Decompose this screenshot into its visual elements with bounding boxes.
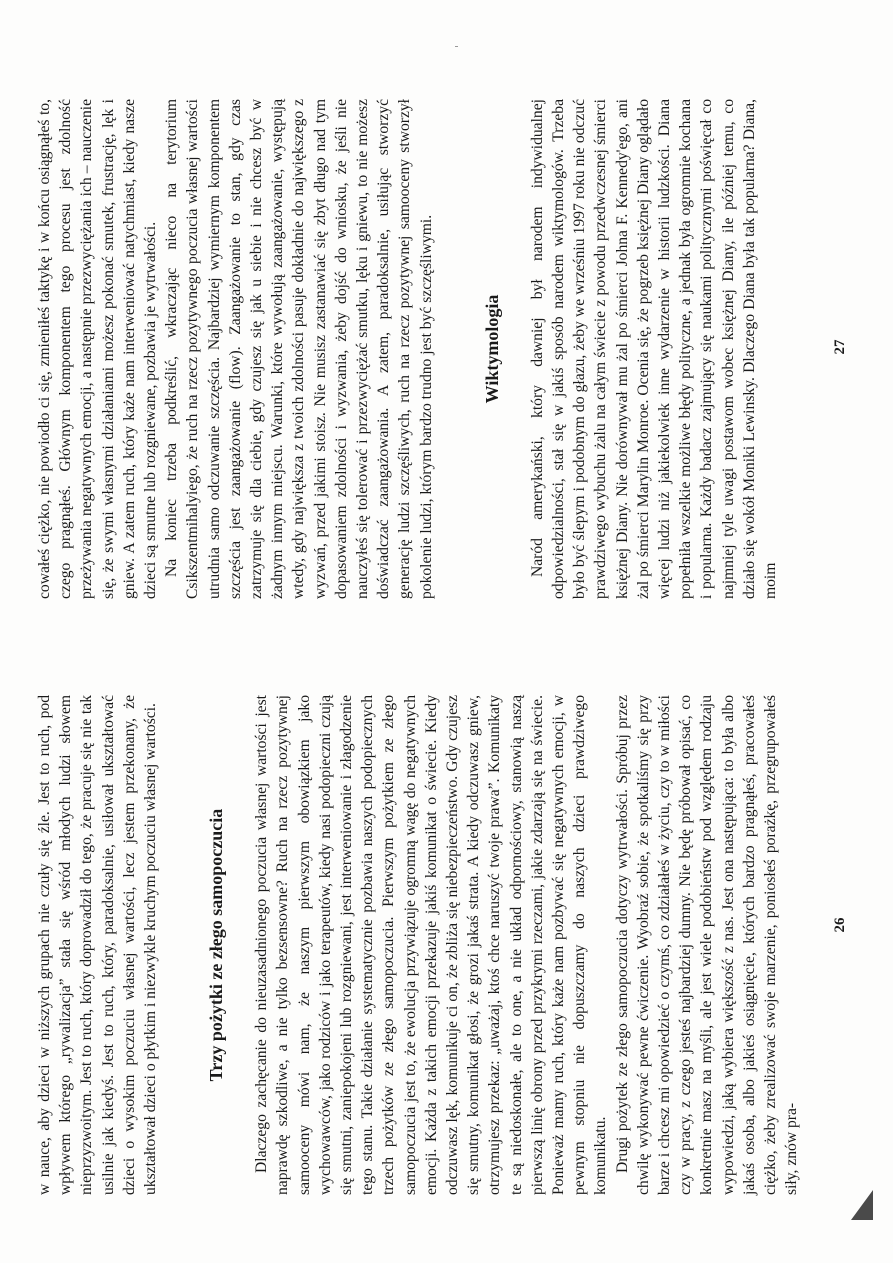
page-number-right: 27 (832, 339, 848, 355)
left-paragraph-1: w nauce, aby dzieci w niższych grupach nie czuły się źle. Jest to ruch, pod wpływem którego „rywalizacja” stała się wśród młodych ludzi słowem nieprzyzwoitym. Jest to ruch, który doprowadził do tego, że pracuje się nie tak usilnie jak kiedyś. Jest to ruch, który, paradoksalnie, usiłował ukształtować dzieci o wysokim poczuciu własnej wartości, lecz jestem przekonany, że ukształtował dzieci o płytkim i niezwykle kruchym poczuciu własnej wartości. (36, 695, 160, 1195)
right-page (0, 33, 893, 633)
left-paragraph-3: Drugi pożytek ze złego samopoczucia dotyczy wytrwałości. Spróbuj przez chwilę wykonywać pewne ćwiczenie. Wyobraź sobie, że spotkaliśmy się przy barze i chcesz mi opowiedzieć o czymś, co zdziałałeś w życiu, czy to w miłości czy w pracy, z czego jesteś najbardziej dumny. Nie będę próbował opisać, co konkretnie masz na myśli, ale jest wiele podobieństw pod względem rodzaju wypowiedzi, jaką wybiera większość z nas. Jest ona następująca: to była albo jakaś osoba, albo jakieś osiągnięcie, których bardzo pragnąłeś, pracowałeś ciężko, żeby zrealizować swoje marzenie, poniosłeś porażkę, przegrupowałeś siły, znów pra- (613, 695, 801, 1195)
section-title-three-benefits: Trzy pożytki ze złego samopoczucia (206, 808, 227, 1082)
left-paragraph-2: Dlaczego zachęcanie do nieuzasadnionego poczucia własnej wartości jest naprawdę szkodliwe, a nie tylko bezsensowne? Ruch na rzecz pozytywnej samooceny mówi nam, że naszym pierwszym obowiązkiem jako wychowawców, jako rodziców i jako terapeutów, kiedy nasi podopieczni czują się smutni, zaniepokojeni lub rozgniewani, jest interweniowanie i złagodzenie tego stanu. Takie działanie systematycznie pozbawia naszych podopiecznych trzech pożytków ze złego samopoczucia. Pierwszym pożytkiem ze złego samopoczucia jest to, że ewolucja przywiązuje ogromną wagę do negatywnych emocji. Każda z takich emocji przekazuje jakiś komunikat o świecie. Kiedy odczuwasz lęk, komunikuje ci on, że zbliża się niebezpieczeństwo. Gdy czujesz się smutny, komunikat głosi, że grozi jakaś strata. A kiedy odczuwasz gniew, otrzymujesz przekaz: „uważaj, ktoś chce naruszyć twoje prawa”. Komunikaty te są niedoskonałe, ale to one, a nie układ odpornościowy, stanowią naszą pierwszą linię obrony przed przykrymi rzeczami, jakie zdarzają się na świecie. Ponieważ mamy ruch, który każe nam pozbywać się negatywnych emocji, w pewnym stopniu nie dopuszczamy do naszych dzieci prawdziwego komunikatu. (253, 695, 610, 1195)
section-title-victimology: Wiktymologia (481, 294, 502, 404)
scan-speck (455, 46, 458, 47)
scan-corner-artifact (851, 1190, 873, 1220)
left-text-column (34, 695, 803, 1195)
left-page (0, 643, 893, 1243)
page-number-left: 26 (832, 917, 848, 933)
right-text-column (34, 99, 781, 599)
right-paragraph-2: Na koniec trzeba podkreślić, wkraczając nieco na terytorium Csikszentmihalyiego, że ruch na rzecz pozytywnego poczucia własnej wartości utrudnia samo odczuwanie szczęścia. Najbardziej wymiernym komponentem szczęścia jest zaangażowanie (flow). Zaangażowanie to stan, gdy czas zatrzymuje się dla ciebie, gdy czujesz się jak u siebie i nie chcesz być w żadnym innym miejscu. Warunki, które wywołują zaangażowanie, występują wtedy, gdy największa z twoich zdolności pasuje dokładnie do największego z wyzwań, przed jakimi stoisz. Nie musisz zastanawiać się zbyt długo nad tym dopasowaniem zdolności i wyzwania, żeby dojść do wniosku, że jeśli nie nauczyłeś się tolerować i przezwyciężać smutku, lęku i gniewu, to nie możesz doświadczać zaangażowania. A zatem, paradoksalnie, usiłując stworzyć generację ludzi szczęśliwych, ruch na rzecz pozytywnej samooceny stworzył pokolenie ludzi, którym bardzo trudno jest być szczęśliwymi. (163, 99, 435, 599)
right-paragraph-3: Naród amerykański, który dawniej był narodem indywidualnej odpowiedzialności, stał się w jakiś sposób narodem wiktymologów. Trzeba było być ślepym i podobnym do głazu, żeby we wrześniu 1997 roku nie odczuć prawdziwego wybuchu żalu na całym świecie z powodu przedwczesnej śmierci księżnej Diany. Nie dorównywał mu żal po śmierci Johna F. Kennedy'ego, ani żal po śmierci Marylin Monroe. Oceniа się, że pogrzeb księżnej Diany oglądało więcej ludzi niż jakiekolwiek inne wydarzenie w historii ludzkości. Diana popełniła wszelkie możliwe błędy polityczne, a jednak była ogromnie kochana i popularna. Każdy badacz zajmujący się naukami politycznymi poświęcał co najmniej tyle uwagi postawom wobec księżnej Diany, ile później temu, co działo się wokół Moniki Lewinsky. Dlaczego Diana była tak popularna? Diana, moim (528, 99, 780, 599)
right-paragraph-1: cowałeś ciężko, nie powiodło ci się, zmieniłeś taktykę i w końcu osiągnąłeś to, czego pragnąłeś. Głównym komponentem tego procesu jest zdolność przeżywania negatywnych emocji, a następnie przezwyciężania ich – nauczenie się, że swymi własnymi działaniami możesz pokonać smutek, frustrację, lęk i gniew. A zatem ruch, który każe nam interweniować natychmiast, kiedy nasze dzieci są smutne lub rozgniewane, pozbawia je wytrwałości. (36, 99, 160, 599)
